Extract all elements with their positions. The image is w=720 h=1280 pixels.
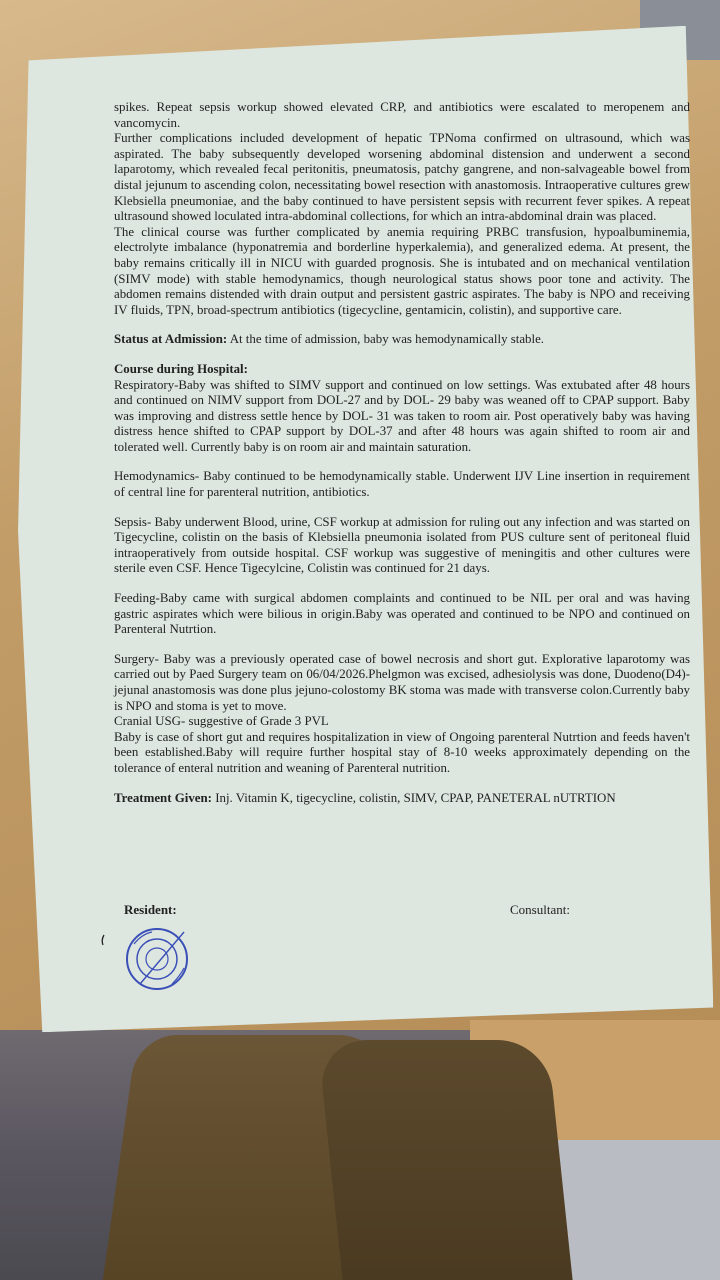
paragraph-sepsis-spikes: spikes. Repeat sepsis workup showed elevated CRP, and antibiotics were escalated to meropenem and vancomycin. <box>114 100 690 130</box>
treatment-text: Inj. Vitamin K, tigecycline, colistin, SIMV, CPAP, PANETERAL nUTRTION <box>211 790 616 805</box>
status-text: At the time of admission, baby was hemodynamically stable. <box>227 332 545 347</box>
treatment-given <box>114 791 690 807</box>
resident-label: Resident: <box>124 902 177 917</box>
course-heading: Course during Hospital: <box>114 361 248 376</box>
status-label: Status at Admission: <box>114 332 228 347</box>
course-respiratory: Respiratory-Baby was shifted to SIMV support and continued on low settings. Was extubated after 48 hours and continued on NIMV support from DOL-27 and by DOL- 29 baby was weaned off to CPAP support. Baby was improving and distress settle hence by DOL- 31 was taken to room air. Post operatively baby was having distress hence shifted to CPAP support by DOL-37 and after 48 hours was again shifted to room air and tolerated well. Currently baby is on room air and maintain saturation. <box>114 377 690 454</box>
hospital-seal-stamp <box>122 924 192 994</box>
document-body <box>114 100 690 820</box>
course-feeding: Feeding-Baby came with surgical abdomen complaints and continued to be NIL per oral and was having gastric aspirates which were bilious in origin.Baby was operated and continued to be NPO and continued on Parenteral Nutrtion. <box>114 591 690 637</box>
course-sepsis: Sepsis- Baby underwent Blood, urine, CSF workup at admission for ruling out any infection and was started on Tigecycline, colistin on the basis of Klebsiella pneumonia isolated from PUS culture sent of peritoneal fluid intraoperatively from outside hospital. CSF workup was suggestive of meningitis and other cultures were sterile even CSF. Hence Tigecylcine, Colistin was continued for 21 days. <box>114 514 690 576</box>
paragraph-complications: Further complications included development of hepatic TPNoma confirmed on ultrasound, which was aspirated. The baby subsequently developed worsening abdominal distension and underwent a second laparotomy, which revealed fecal peritonitis, pneumatosis, patchy gangrene, and non-salvageable bowel from distal jejunum to ascending colon, necessitating bowel resection with anastomosis. Intraoperative cultures grew Klebsiella pneumoniae, and the baby continued to have persistent sepsis with recurrent fever spikes. A repeat ultrasound showed loculated intra-abdominal collections, for which an intra-abdominal drain was placed. <box>114 131 690 224</box>
signature-row <box>124 902 584 918</box>
course-summary: Baby is case of short gut and requires hospitalization in view of Ongoing parenteral Nutrtion and feeds haven't been established.Baby will require further hospital stay of 8-10 weeks approximately depending on the tolerance of enteral nutrition and weaning of Parenteral nutrition. <box>114 729 690 775</box>
course-hemodynamics: Hemodynamics- Baby continued to be hemodynamically stable. Underwent IJV Line insertion in requirement of central line for parenteral nutrition, antibiotics. <box>114 469 690 500</box>
course-cranial-usg: Cranial USG- suggestive of Grade 3 PVL <box>114 714 329 729</box>
consultant-label: Consultant: <box>510 902 570 917</box>
trouser-leg-right <box>317 1040 572 1280</box>
paragraph-clinical-course: The clinical course was further complicated by anemia requiring PRBC transfusion, hypoalbuminemia, electrolyte imbalance (hyponatremia and borderline hyperkalemia), and generalized edema. At present, the baby remains critically ill in NICU with guarded prognosis. She is intubated and on mechanical ventilation (SIMV mode) with stable hemodynamics, though neurological status shows poor tone and activity. The abdomen remains distended with drain output and persistent gastric aspirates. The baby is NPO and receiving IV fluids, TPN, broad-spectrum antibiotics (tigecycline, gentamicin, colistin), and supportive care. <box>114 224 690 317</box>
treatment-label: Treatment Given: <box>114 790 212 805</box>
status-at-admission <box>114 332 690 348</box>
pen-mark <box>98 934 108 946</box>
course-surgery: Surgery- Baby was a previously operated case of bowel necrosis and short gut. Explorative laparotomy was carried out by Paed Surgery team on 06/04/2026.Phelgmon was excised, adhesiolysis was done, Duodeno(D4)-jejunal anastomosis was done plus jejuno-colostomy BK stoma was made with transverse colon.Currently baby is NPO and stoma is yet to move. <box>114 651 690 713</box>
